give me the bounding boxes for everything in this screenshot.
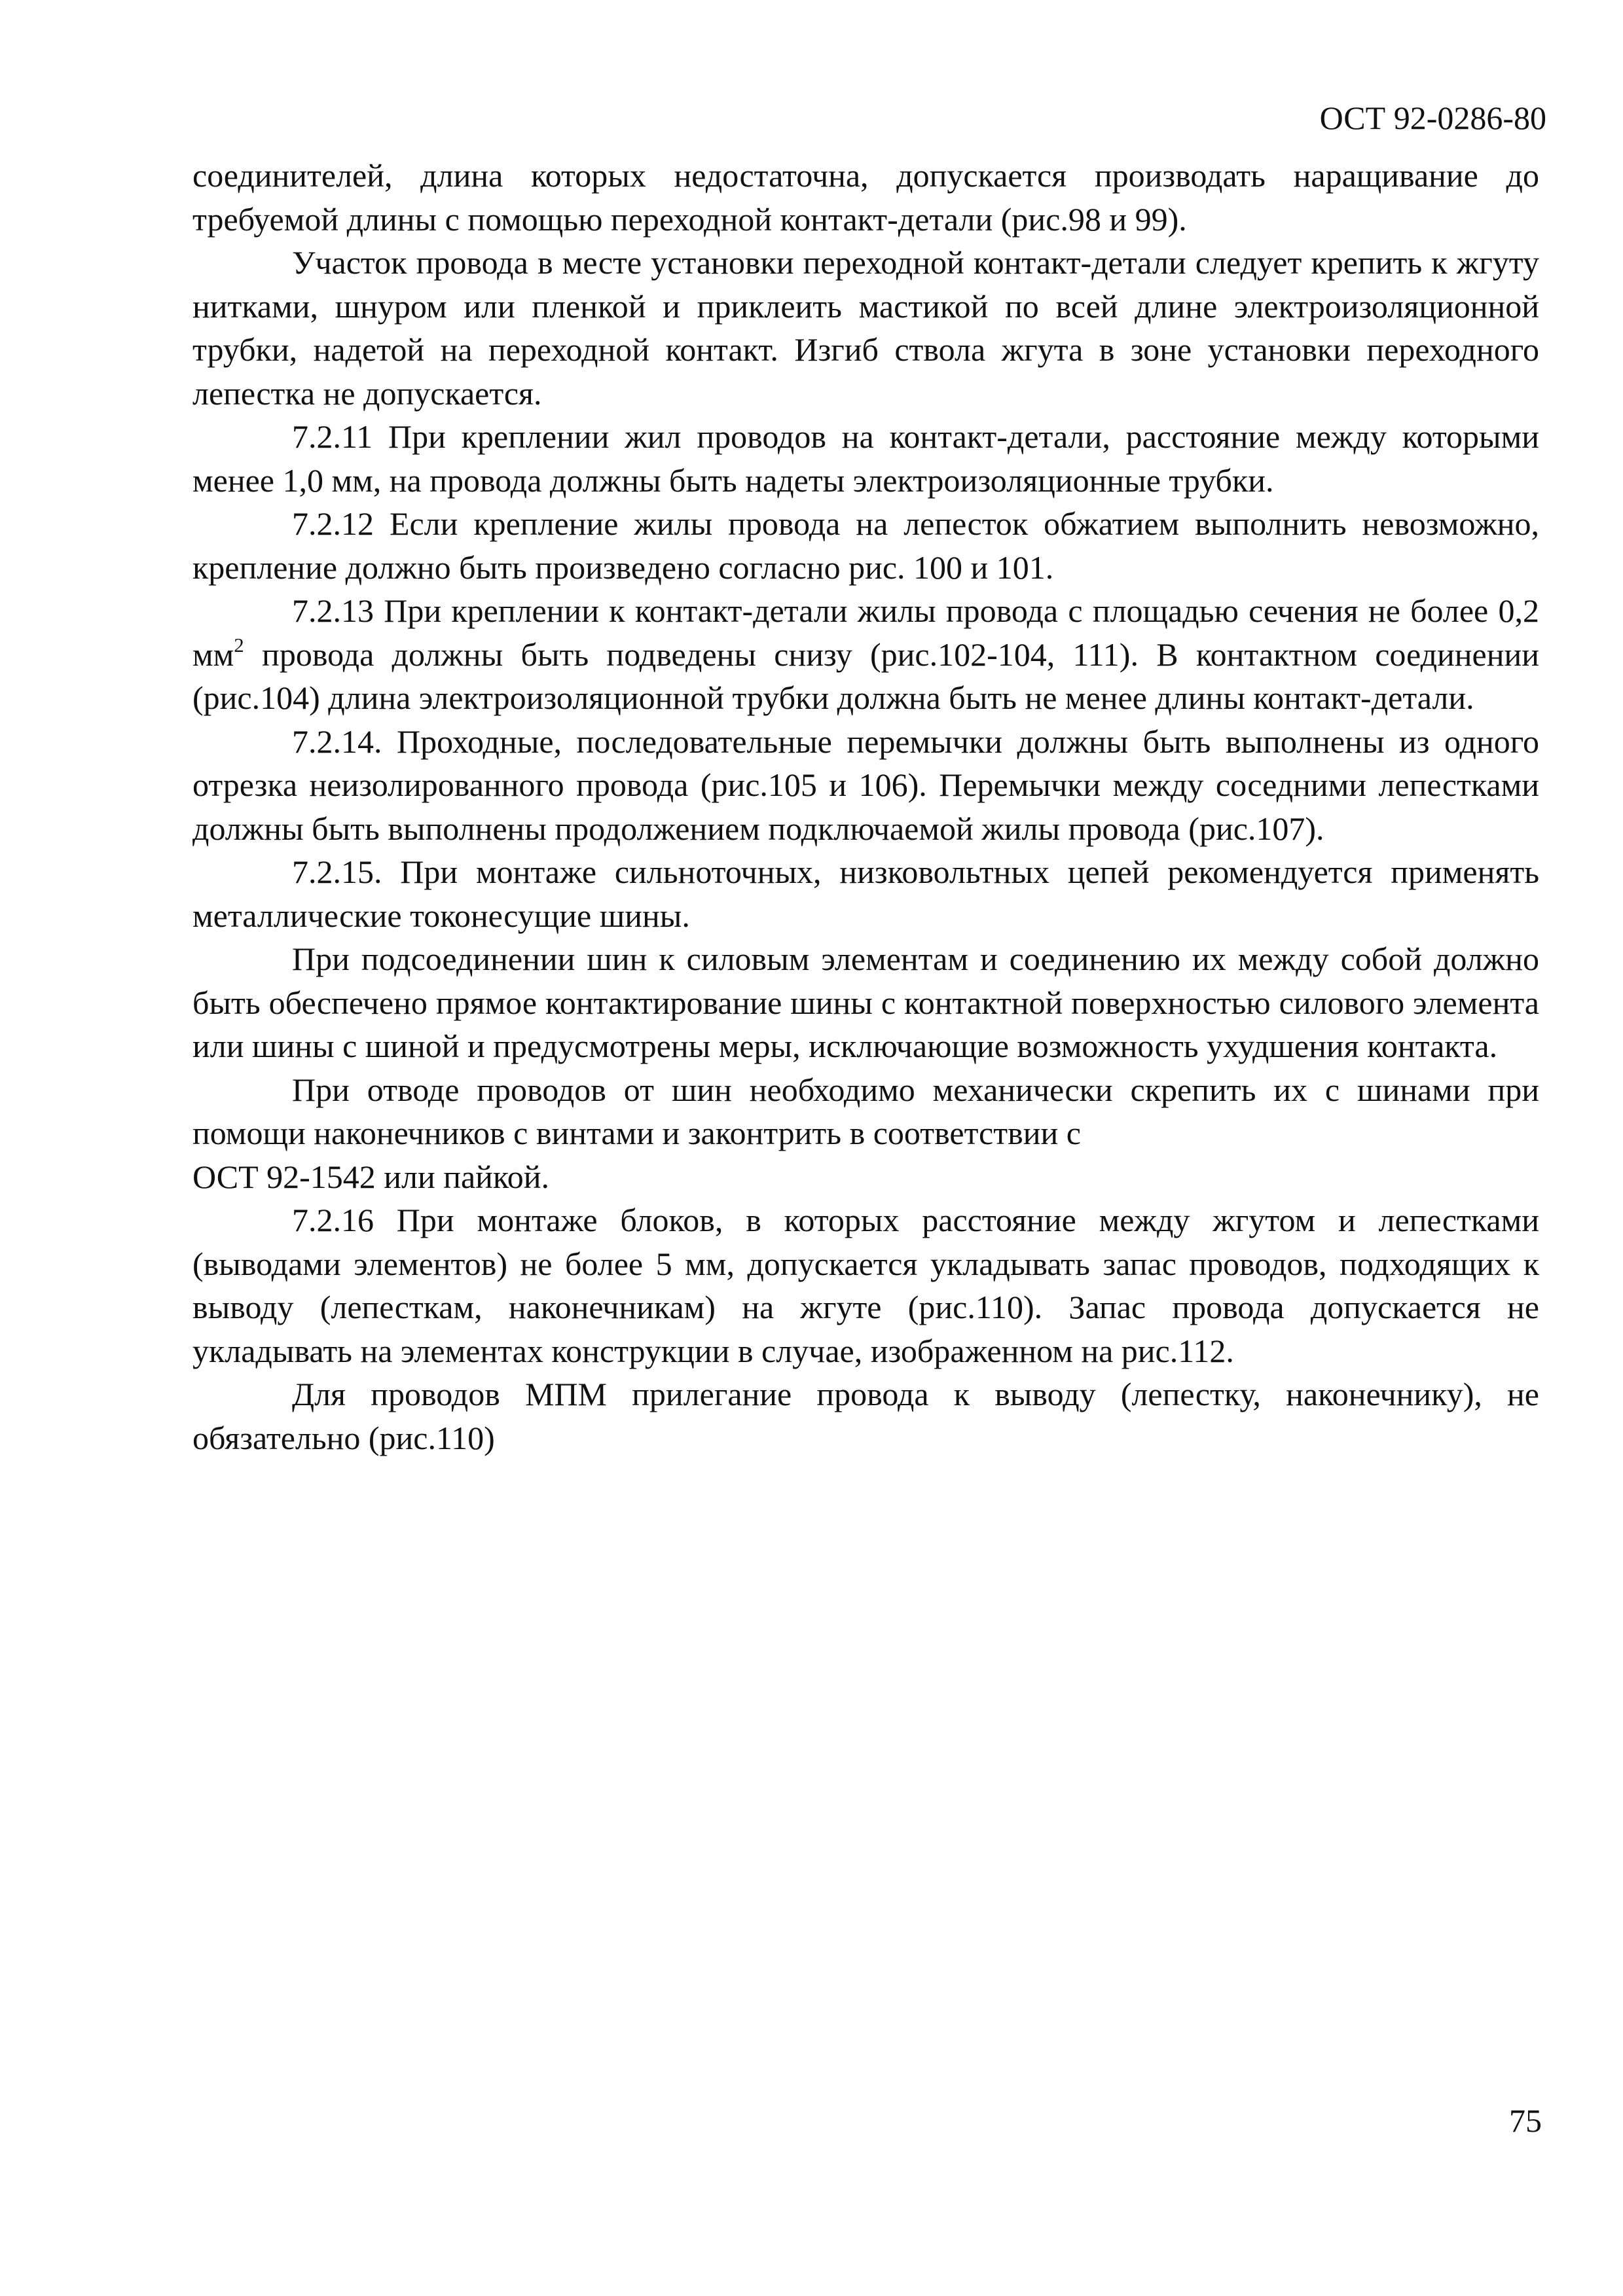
document-code: ОСТ 92-0286-80 xyxy=(1319,99,1546,136)
paragraph-transition-contact: Участок провода в месте установки переходной контакт-детали следует крепить к жгуту нитками, шнуром или пленкой и приклеить мастикой по всей длине электроизоляционной трубки, надетой на переходной контакт. Изгиб ствола жгута в зоне установки переходного лепестка не допускается. xyxy=(192,244,1539,412)
body-text xyxy=(192,154,1539,1460)
paragraph-7-2-12: 7.2.12 Если крепление жилы провода на лепесток обжатием выполнить невозможно, крепление должно быть произведено согласно рис. 100 и 101. xyxy=(192,505,1539,586)
page-number: 75 xyxy=(1509,2102,1542,2139)
paragraph-wire-branching-text: При отводе проводов от шин необходимо механически скрепить их с шинами при помощи наконечников с винтами и законтрить в соответствии с xyxy=(192,1071,1539,1151)
paragraph-7-2-13-start: 7.2.13 При креплении к контакт-детали жилы провода с площадью сечения не более 0,2 мм xyxy=(192,592,1539,673)
paragraph-7-2-14: 7.2.14. Проходные, последовательные перемычки должны быть выполнены из одного отрезка неизолированного провода (рис.105 и 106). Перемычки между соседними лепестками должны быть выполнены продолжением подключаемой жилы провода (рис.107). xyxy=(192,723,1539,847)
paragraph-bus-connection: При подсоединении шин к силовым элементам и соединению их между собой должно быть обеспечено прямое контактирование шины с контактной поверхностью силового элемента или шины с шиной и предусмотрены меры, исключающие возможность ухудшения контакта. xyxy=(192,941,1539,1064)
paragraph-wire-branching-standard: ОСТ 92-1542 или пайкой. xyxy=(192,1158,549,1195)
paragraph-7-2-13 xyxy=(192,589,1539,720)
paragraph-7-2-13-end: провода должны быть подведены снизу (рис.102-104, 111). В контактном соединении (рис.104) длина электроизоляционной трубки должна быть не менее длины контакт-детали. xyxy=(192,636,1539,716)
paragraph-7-2-11: 7.2.11 При креплении жил проводов на контакт-детали, расстояние между которыми менее 1,0 мм, на провода должны быть надеты электроизоляционные трубки. xyxy=(192,418,1539,499)
paragraph-wire-branching xyxy=(192,1068,1539,1199)
paragraph-continuation: соединителей, длина которых недостаточна, допускается производать наращивание до требуемой длины с помощью переходной контакт-детали (рис.98 и 99). xyxy=(192,157,1539,238)
paragraph-7-2-15: 7.2.15. При монтаже сильноточных, низковольтных цепей рекомендуется применять металлические токонесущие шины. xyxy=(192,853,1539,934)
paragraph-mpm-wires: Для проводов МПМ прилегание провода к выводу (лепестку, наконечнику), не обязательно (рис.110) xyxy=(192,1376,1539,1456)
superscript-2: 2 xyxy=(234,633,244,656)
paragraph-7-2-16: 7.2.16 При монтаже блоков, в которых расстояние между жгутом и лепестками (выводами элементов) не более 5 мм, допускается укладывать запас проводов, подходящих к выводу (лепесткам, наконечникам) на жгуте (рис.110). Запас провода допускается не укладывать на элементах конструкции в случае, изображенном на рис.112. xyxy=(192,1202,1539,1369)
